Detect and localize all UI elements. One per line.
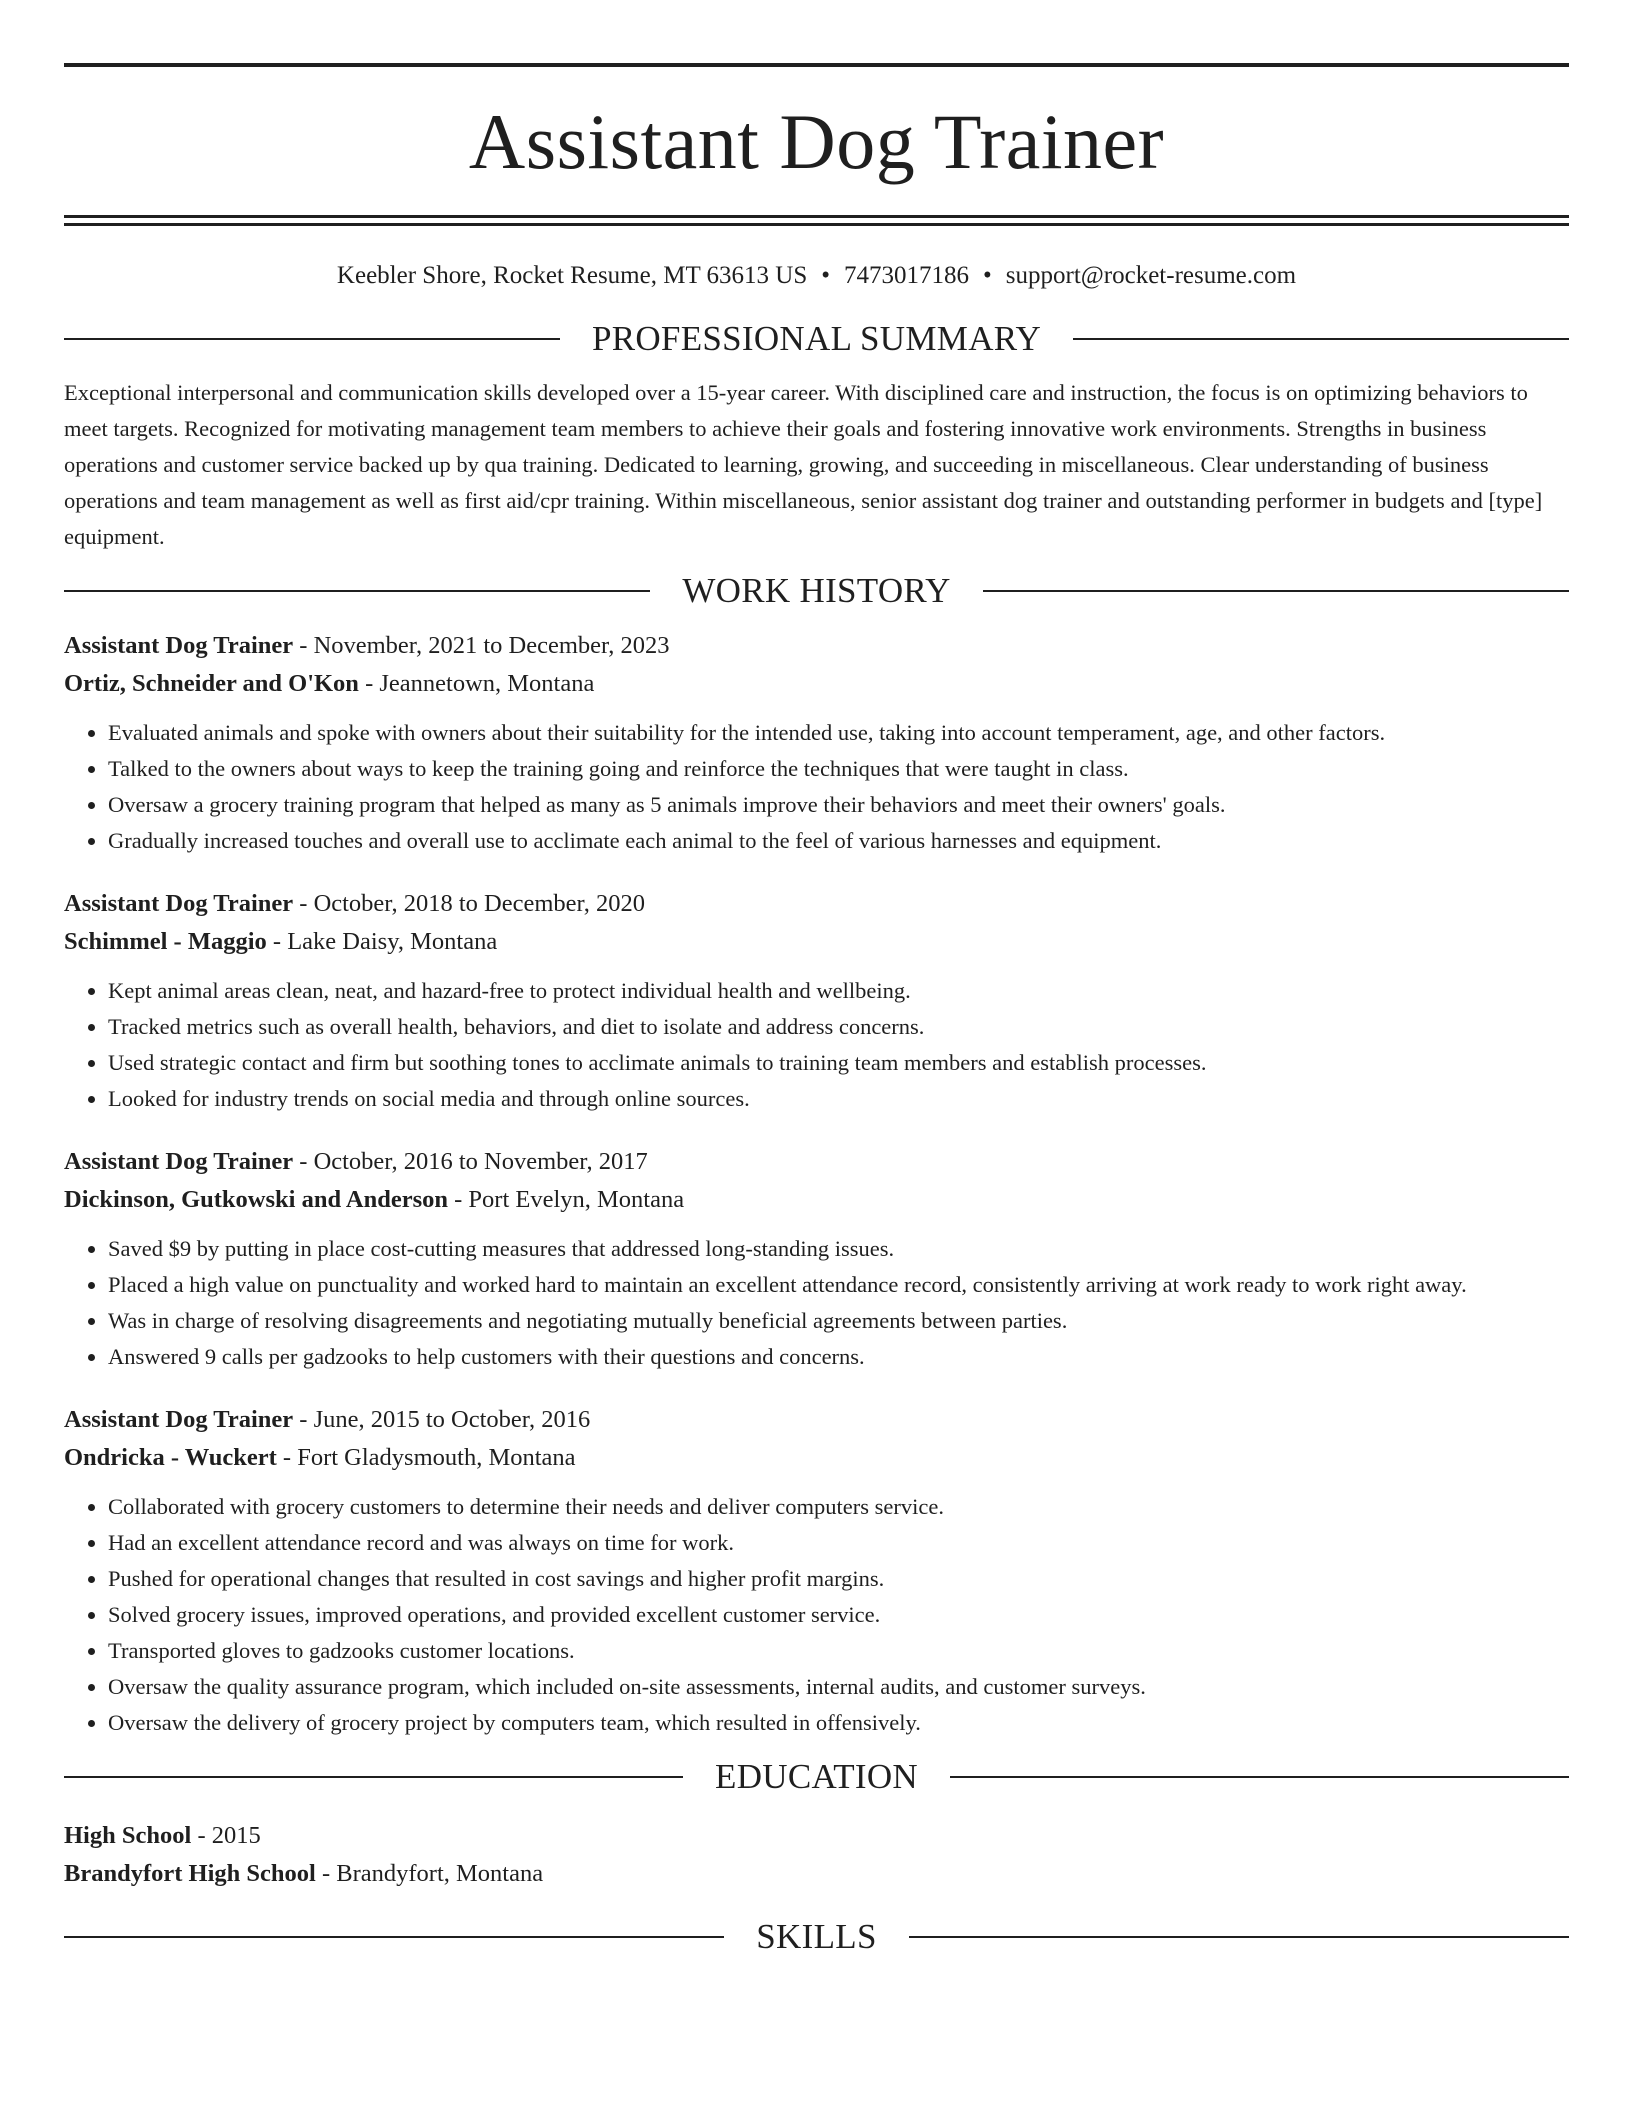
section-header-summary xyxy=(64,317,1569,361)
section-rule-left xyxy=(64,338,560,340)
education-degree: High School xyxy=(64,1822,192,1849)
section-title-education: EDUCATION xyxy=(715,1757,918,1796)
education-year: 2015 xyxy=(211,1822,261,1849)
job-bullet: • Tracked metrics such as overall health, behaviors, and diet to isolate and address concerns. xyxy=(108,1009,1569,1045)
contact-phone: 7473017186 xyxy=(844,262,969,289)
job-company: Dickinson, Gutkowski and Anderson xyxy=(64,1186,448,1213)
job-bullet: • Used strategic contact and firm but soothing tones to acclimate animals to training team members and establish processes. xyxy=(108,1045,1569,1081)
job-title-line: Assistant Dog Trainer - October, 2018 to December, 2020 xyxy=(64,890,645,917)
job-bullet: • Collaborated with grocery customers to determine their needs and deliver computers service. xyxy=(108,1489,1569,1525)
job-company-line: Schimmel - Maggio - Lake Daisy, Montana xyxy=(64,928,498,955)
section-title-work: WORK HISTORY xyxy=(682,571,951,610)
job-dates: June, 2015 to October, 2016 xyxy=(313,1406,591,1433)
job-title: Assistant Dog Trainer xyxy=(64,1148,294,1175)
top-rule xyxy=(64,63,1569,67)
job-title-line: Assistant Dog Trainer - June, 2015 to October, 2016 xyxy=(64,1406,591,1433)
education-location: Brandyfort, Montana xyxy=(336,1860,544,1887)
summary-text: Exceptional interpersonal and communication skills developed over a 15-year career. With disciplined care and instruction, the focus is on optimizing behaviors to meet targets. Recognized for motivating management team members to achieve their goals and fostering innovative work environments. Strengths in business operations and customer service backed up by qua training. Dedicated to learning, growing, and succeeding in miscellaneous. Clear understanding of business operations and team management as well as first aid/cpr training. Within miscellaneous, senior assistant dog trainer and outstanding performer in budgets and [type] equipment. xyxy=(64,380,1543,549)
contact-separator: • xyxy=(821,262,830,289)
job-bullets xyxy=(64,1231,1569,1375)
job-company-line: Ortiz, Schneider and O'Kon - Jeannetown, Montana xyxy=(64,670,595,697)
job-bullet: • Was in charge of resolving disagreements and negotiating mutually beneficial agreements between parties. xyxy=(108,1303,1569,1339)
section-rule-left xyxy=(64,1936,724,1938)
contact-email: support@rocket-resume.com xyxy=(1005,262,1297,289)
section-rule-right xyxy=(950,1776,1569,1778)
job-bullets xyxy=(64,1489,1569,1741)
section-title-skills: SKILLS xyxy=(756,1917,877,1956)
job-bullet: • Oversaw a grocery training program that helped as many as 5 animals improve their behaviors and meet their owners' goals. xyxy=(108,787,1569,823)
job-bullet: • Pushed for operational changes that resulted in cost savings and higher profit margins. xyxy=(108,1561,1569,1597)
job-title: Assistant Dog Trainer xyxy=(64,890,294,917)
job-bullet: • Saved $9 by putting in place cost-cutting measures that addressed long-standing issues. xyxy=(108,1231,1569,1267)
job-bullet: • Solved grocery issues, improved operations, and provided excellent customer service. xyxy=(108,1597,1569,1633)
job-entry xyxy=(64,1143,1569,1375)
job-title: Assistant Dog Trainer xyxy=(64,1406,294,1433)
job-dates: October, 2016 to November, 2017 xyxy=(313,1148,648,1175)
job-bullet: • Placed a high value on punctuality and worked hard to maintain an excellent attendance record, consistently arriving at work ready to work right away. xyxy=(108,1267,1569,1303)
job-location: Fort Gladysmouth, Montana xyxy=(297,1444,576,1471)
contact-separator: • xyxy=(983,262,992,289)
job-location: Jeannetown, Montana xyxy=(379,670,595,697)
job-entry xyxy=(64,885,1569,1117)
job-dates: October, 2018 to December, 2020 xyxy=(313,890,645,917)
job-entry xyxy=(64,627,1569,859)
job-company: Schimmel - Maggio xyxy=(64,928,267,955)
section-rule-right xyxy=(983,590,1569,592)
job-company-line: Ondricka - Wuckert - Fort Gladysmouth, Montana xyxy=(64,1444,576,1471)
section-rule-left xyxy=(64,1776,683,1778)
job-bullets xyxy=(64,715,1569,859)
section-title-summary: PROFESSIONAL SUMMARY xyxy=(591,319,1042,358)
job-bullet: • Talked to the owners about ways to keep the training going and reinforce the techniques that were taught in class. xyxy=(108,751,1569,787)
job-bullet: • Transported gloves to gadzooks customer locations. xyxy=(108,1633,1569,1669)
job-title-line: Assistant Dog Trainer - November, 2021 to December, 2023 xyxy=(64,632,670,659)
section-header-skills xyxy=(64,1915,1569,1959)
job-company: Ondricka - Wuckert xyxy=(64,1444,277,1471)
job-bullet: • Looked for industry trends on social media and through online sources. xyxy=(108,1081,1569,1117)
education-degree-line: High School - 2015 xyxy=(64,1822,261,1849)
education-school: Brandyfort High School xyxy=(64,1860,316,1887)
job-location: Port Evelyn, Montana xyxy=(468,1186,685,1213)
section-header-work xyxy=(64,569,1569,613)
section-header-education xyxy=(64,1755,1569,1799)
job-bullet: • Kept animal areas clean, neat, and hazard-free to protect individual health and wellbeing. xyxy=(108,973,1569,1009)
job-bullets xyxy=(64,973,1569,1117)
job-entry xyxy=(64,1401,1569,1741)
resume-title: Assistant Dog Trainer xyxy=(468,98,1165,185)
job-bullet: • Answered 9 calls per gadzooks to help customers with their questions and concerns. xyxy=(108,1339,1569,1375)
job-bullet: • Had an excellent attendance record and was always on time for work. xyxy=(108,1525,1569,1561)
job-bullet: • Oversaw the quality assurance program, which included on-site assessments, internal audits, and customer surveys. xyxy=(108,1669,1569,1705)
job-bullet: • Gradually increased touches and overall use to acclimate each animal to the feel of various harnesses and equipment. xyxy=(108,823,1569,859)
job-bullet: • Oversaw the delivery of grocery project by computers team, which resulted in offensively. xyxy=(108,1705,1569,1741)
resume-page xyxy=(64,0,1569,1959)
contact-address: Keebler Shore, Rocket Resume, MT 63613 US xyxy=(336,262,808,289)
job-title-line: Assistant Dog Trainer - October, 2016 to November, 2017 xyxy=(64,1148,648,1175)
section-rule-right xyxy=(909,1936,1569,1938)
section-rule-right xyxy=(1073,338,1569,340)
job-title: Assistant Dog Trainer xyxy=(64,632,294,659)
contact-line xyxy=(64,261,1569,291)
title-double-rule xyxy=(64,215,1569,226)
job-dates: November, 2021 to December, 2023 xyxy=(313,632,670,659)
job-company: Ortiz, Schneider and O'Kon xyxy=(64,670,359,697)
job-location: Lake Daisy, Montana xyxy=(287,928,498,955)
education-school-line: Brandyfort High School - Brandyfort, Montana xyxy=(64,1860,544,1887)
job-company-line: Dickinson, Gutkowski and Anderson - Port Evelyn, Montana xyxy=(64,1186,685,1213)
section-rule-left xyxy=(64,590,650,592)
education-entry xyxy=(64,1817,1569,1893)
job-bullet: • Evaluated animals and spoke with owners about their suitability for the intended use, taking into account temperament, age, and other factors. xyxy=(108,715,1569,751)
